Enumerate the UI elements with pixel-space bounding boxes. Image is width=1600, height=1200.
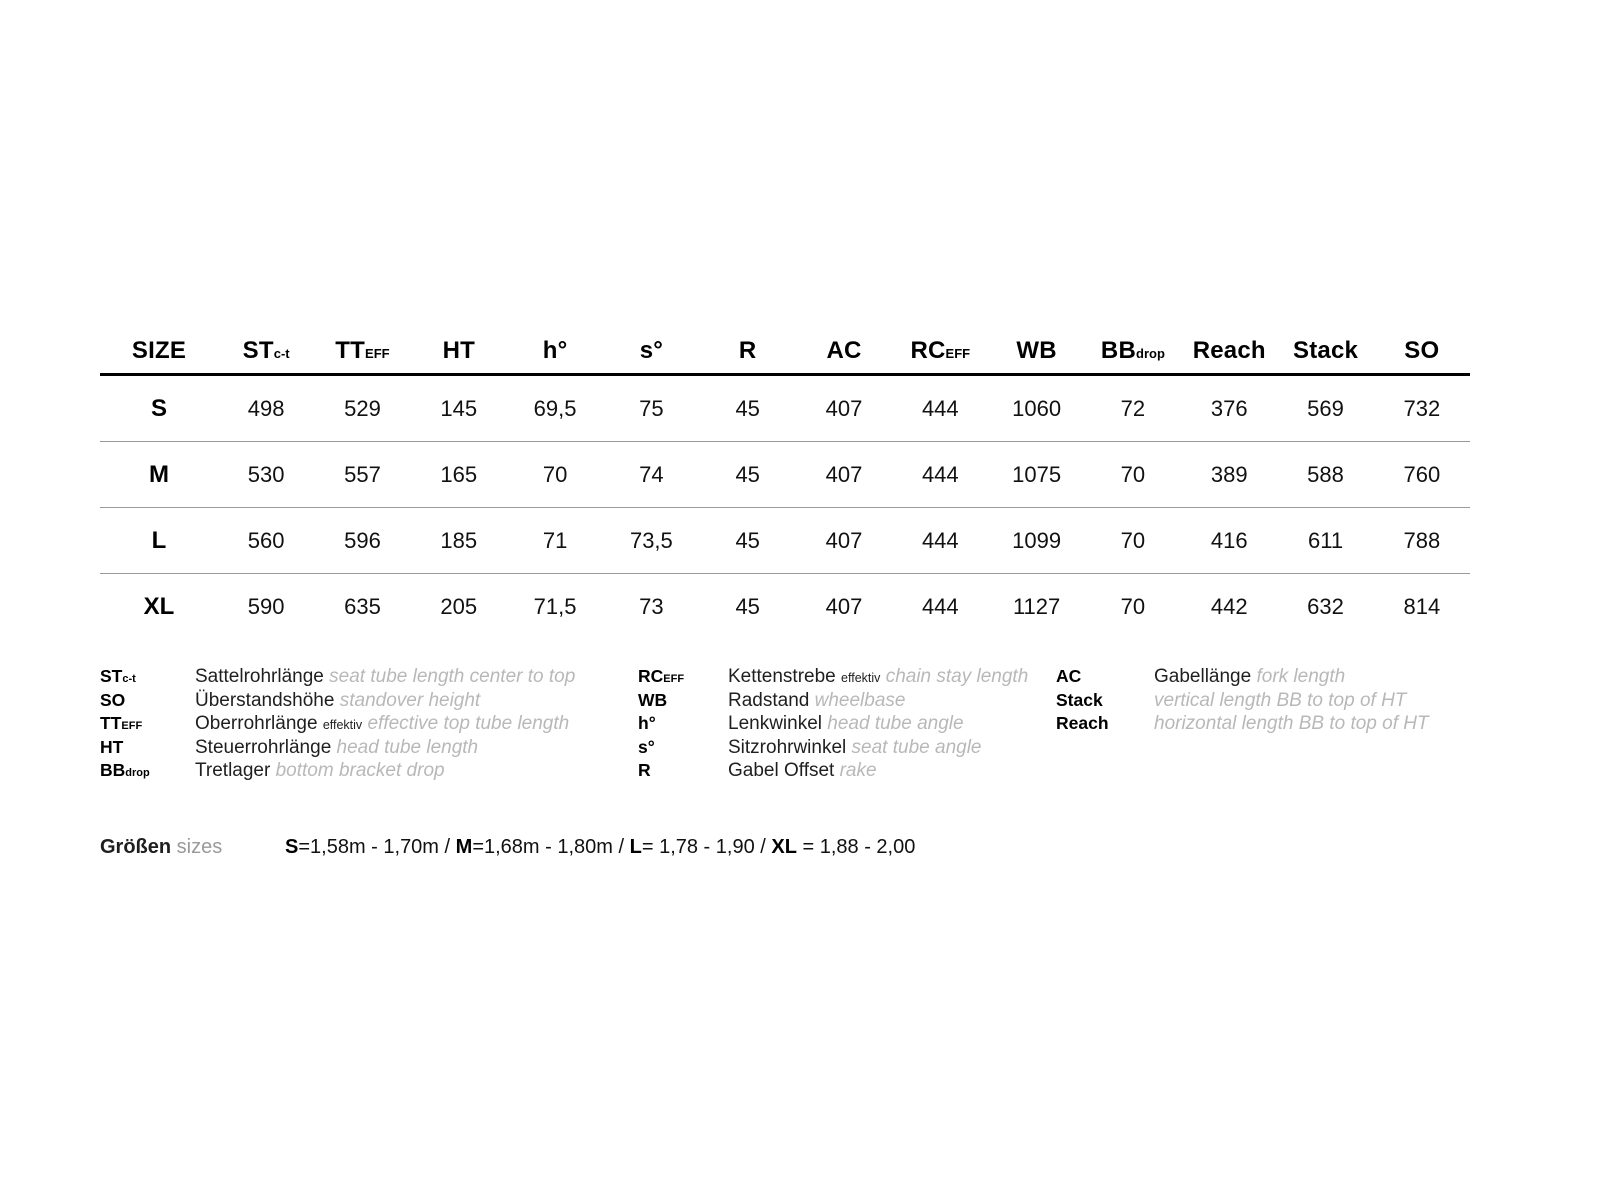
table-cell: 732 [1403,395,1441,421]
table-cell: 611 [1307,527,1344,553]
legend-abbr: TTEFF [100,713,143,733]
legend-item [100,760,575,784]
legend-abbr: WB [638,689,668,710]
legend-abbr: HT [100,736,124,757]
table-cell: 407 [825,461,863,487]
header-wb: WB [1016,336,1057,364]
legend-abbr: AC [1056,666,1082,686]
table-cell: 444 [921,593,959,619]
size-label: M [149,460,169,488]
header-reach: Reach [1192,336,1266,364]
table-cell: 814 [1403,593,1441,619]
header-so: SO [1404,336,1440,364]
header-st-sub: c-t [273,345,290,361]
table-cell: 70 [1120,527,1146,553]
legend-abbr: R [638,760,651,780]
legend-description: Lenkwinkel head tube angle [728,713,964,734]
table-cell: 73 [639,593,664,619]
table-cell: 560 [247,527,285,553]
legend-description: Gabellänge fork length [1154,666,1346,687]
header-size: SIZE [131,336,187,364]
legend-abbr: STc-t [100,666,136,686]
legend-item [100,690,575,714]
table-cell: 1075 [1012,461,1062,487]
legend-item [100,666,575,690]
header-ht: HT [442,336,475,364]
table-cell: 45 [735,593,760,619]
table-cell: 442 [1210,593,1248,619]
legend-column-3 [1056,666,1429,737]
legend-description: Überstandshöhe standover height [195,689,481,711]
legend-description: vertical length BB to top of HT [1154,689,1407,711]
table-cell: 444 [921,395,959,421]
header-stack: Stack [1293,336,1359,364]
header-rc-sub: EFF [945,345,971,361]
table-row-s [100,376,1470,442]
table-cell: 73,5 [629,527,673,553]
legend-description: Radstand wheelbase [728,689,906,711]
legend-abbr: h° [638,713,656,733]
table-row-l [100,508,1470,574]
table-cell: 71 [542,527,568,553]
table-cell: 72 [1120,395,1146,421]
legend-description: Oberrohrlänge effektiv effective top tube length [195,713,570,734]
table-cell: 376 [1210,395,1248,421]
header-tt-sub: EFF [365,345,390,361]
header-head-angle: h° [542,336,568,364]
table-cell: 71,5 [533,593,577,619]
table-cell: 45 [735,461,760,487]
table-cell: 416 [1210,527,1248,553]
legend-item [1056,713,1429,737]
table-cell: 498 [247,395,285,421]
size-label: L [151,526,167,554]
legend-description: Tretlager bottom bracket drop [195,760,445,781]
header-seat-angle: s° [639,336,664,364]
size-label: XL [143,592,175,620]
legend-description: Sattelrohrlänge seat tube length center to top [195,666,576,687]
header-bb-sub: drop [1136,345,1165,361]
table-cell: 635 [344,593,381,619]
table-row-xl [100,574,1470,639]
legend-item [1056,666,1429,690]
legend-item [638,713,1028,737]
header-bb: BBdrop [1100,336,1165,364]
table-cell: 788 [1403,527,1441,553]
table-cell: 407 [825,593,863,619]
legend-description: Gabel Offset rake [728,760,877,781]
header-rake: R [738,336,757,364]
table-cell: 74 [639,461,664,487]
legend-abbr: RCEFF [638,666,685,686]
legend-abbr: Stack [1056,689,1103,710]
table-cell: 588 [1307,461,1344,487]
legend-item [100,713,575,737]
sizes-note-label: Größen sizes [100,836,223,858]
header-tt: TTEFF [335,336,390,364]
table-cell: 590 [247,593,285,619]
table-cell: 569 [1307,395,1344,421]
table-cell: 70 [1120,461,1146,487]
table-cell: 165 [440,461,478,487]
legend-column-1 [100,666,575,784]
legend-description: horizontal length BB to top of HT [1154,713,1429,734]
legend-abbr: BBdrop [100,760,150,780]
legend-item [638,690,1028,714]
table-cell: 596 [344,527,381,553]
table-cell: 75 [639,395,664,421]
table-cell: 45 [735,395,760,421]
table-cell: 557 [344,461,381,487]
size-label: S [150,394,167,422]
table-cell: 444 [921,527,959,553]
header-st: STc-t [242,336,290,364]
table-cell: 45 [735,527,760,553]
table-cell: 407 [825,527,863,553]
legend-abbr: Reach [1056,713,1109,733]
table-cell: 145 [440,395,478,421]
table-header-row [100,328,1470,376]
table-cell: 185 [440,527,478,553]
geometry-table [100,328,1470,639]
legend-item [638,760,1028,784]
header-ac: AC [826,336,862,364]
legend-item [100,737,575,761]
table-cell: 407 [825,395,863,421]
legend-item [638,666,1028,690]
header-rc: RCEFF [910,336,971,364]
table-cell: 1099 [1012,527,1062,553]
legend-abbr: s° [638,736,655,757]
table-cell: 69,5 [533,395,577,421]
sizes-note-value: S=1,58m - 1,70m / M=1,68m - 1,80m / L= 1,78 - 1,90 / XL = 1,88 - 2,00 [285,836,916,858]
legend-abbr: SO [100,689,126,710]
legend-description: Kettenstrebe effektiv chain stay length [728,666,1029,687]
table-cell: 632 [1307,593,1344,619]
table-cell: 530 [247,461,285,487]
legend-item [1056,690,1429,714]
table-cell: 1060 [1012,395,1062,421]
table-cell: 205 [440,593,478,619]
legend-description: Sitzrohrwinkel seat tube angle [728,736,982,758]
table-cell: 760 [1403,461,1441,487]
legend-description: Steuerrohrlänge head tube length [195,736,479,758]
table-cell: 70 [542,461,568,487]
table-cell: 1127 [1012,593,1061,619]
legend-item [638,737,1028,761]
table-cell: 70 [1120,593,1146,619]
table-cell: 529 [344,395,381,421]
table-cell: 444 [921,461,959,487]
table-row-m [100,442,1470,508]
table-cell: 389 [1210,461,1248,487]
legend-column-2 [638,666,1028,784]
